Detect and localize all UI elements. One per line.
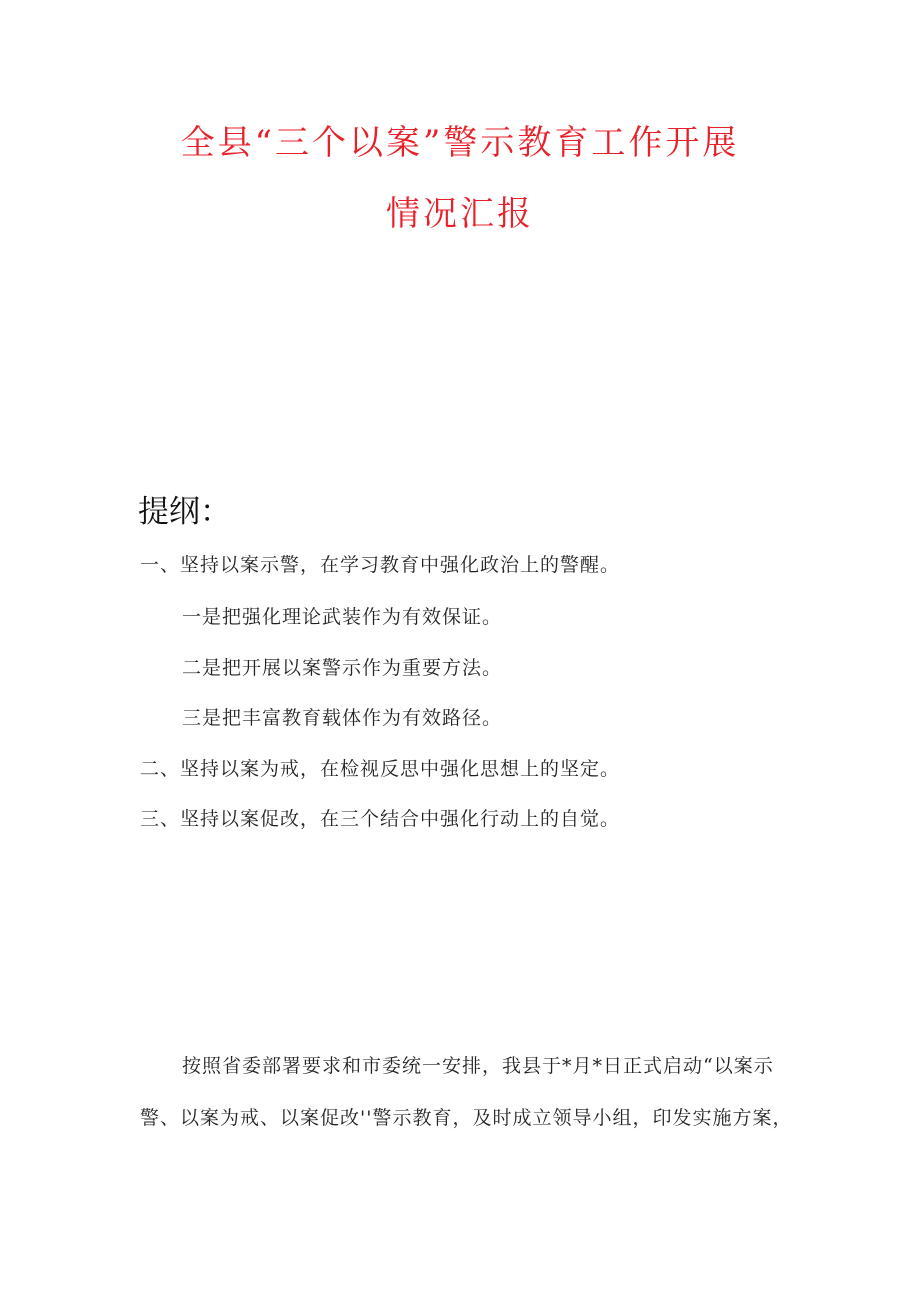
outline-item-3: 三、坚持以案促改，在三个结合中强化行动上的自觉。 (140, 808, 621, 830)
outline-heading: 提纲： (138, 494, 231, 530)
outline-subitem-2: 二是把开展以案警示作为重要方法。 (182, 657, 503, 679)
outline-subitem-3: 三是把丰富教育载体作为有效路径。 (182, 707, 503, 729)
document-title-line-1: 全县“三个以案”警示教育工作开展 (180, 123, 740, 163)
outline-item-1: 一、坚持以案示警，在学习教育中强化政治上的警醒。 (140, 554, 621, 576)
outline-subitem-1: 一是把强化理论武装作为有效保证。 (182, 606, 503, 628)
outline-item-2: 二、坚持以案为戒，在检视反思中强化思想上的坚定。 (140, 758, 621, 780)
body-paragraph-line-1: 按照省委部署要求和市委统一安排，我县于*月*日正式启动“以案示 (182, 1055, 774, 1077)
body-paragraph-line-2: 警、以案为戒、以案促改''警示教育，及时成立领导小组，印发实施方案， (140, 1107, 793, 1129)
document-title-line-2: 情况汇报 (386, 194, 534, 234)
